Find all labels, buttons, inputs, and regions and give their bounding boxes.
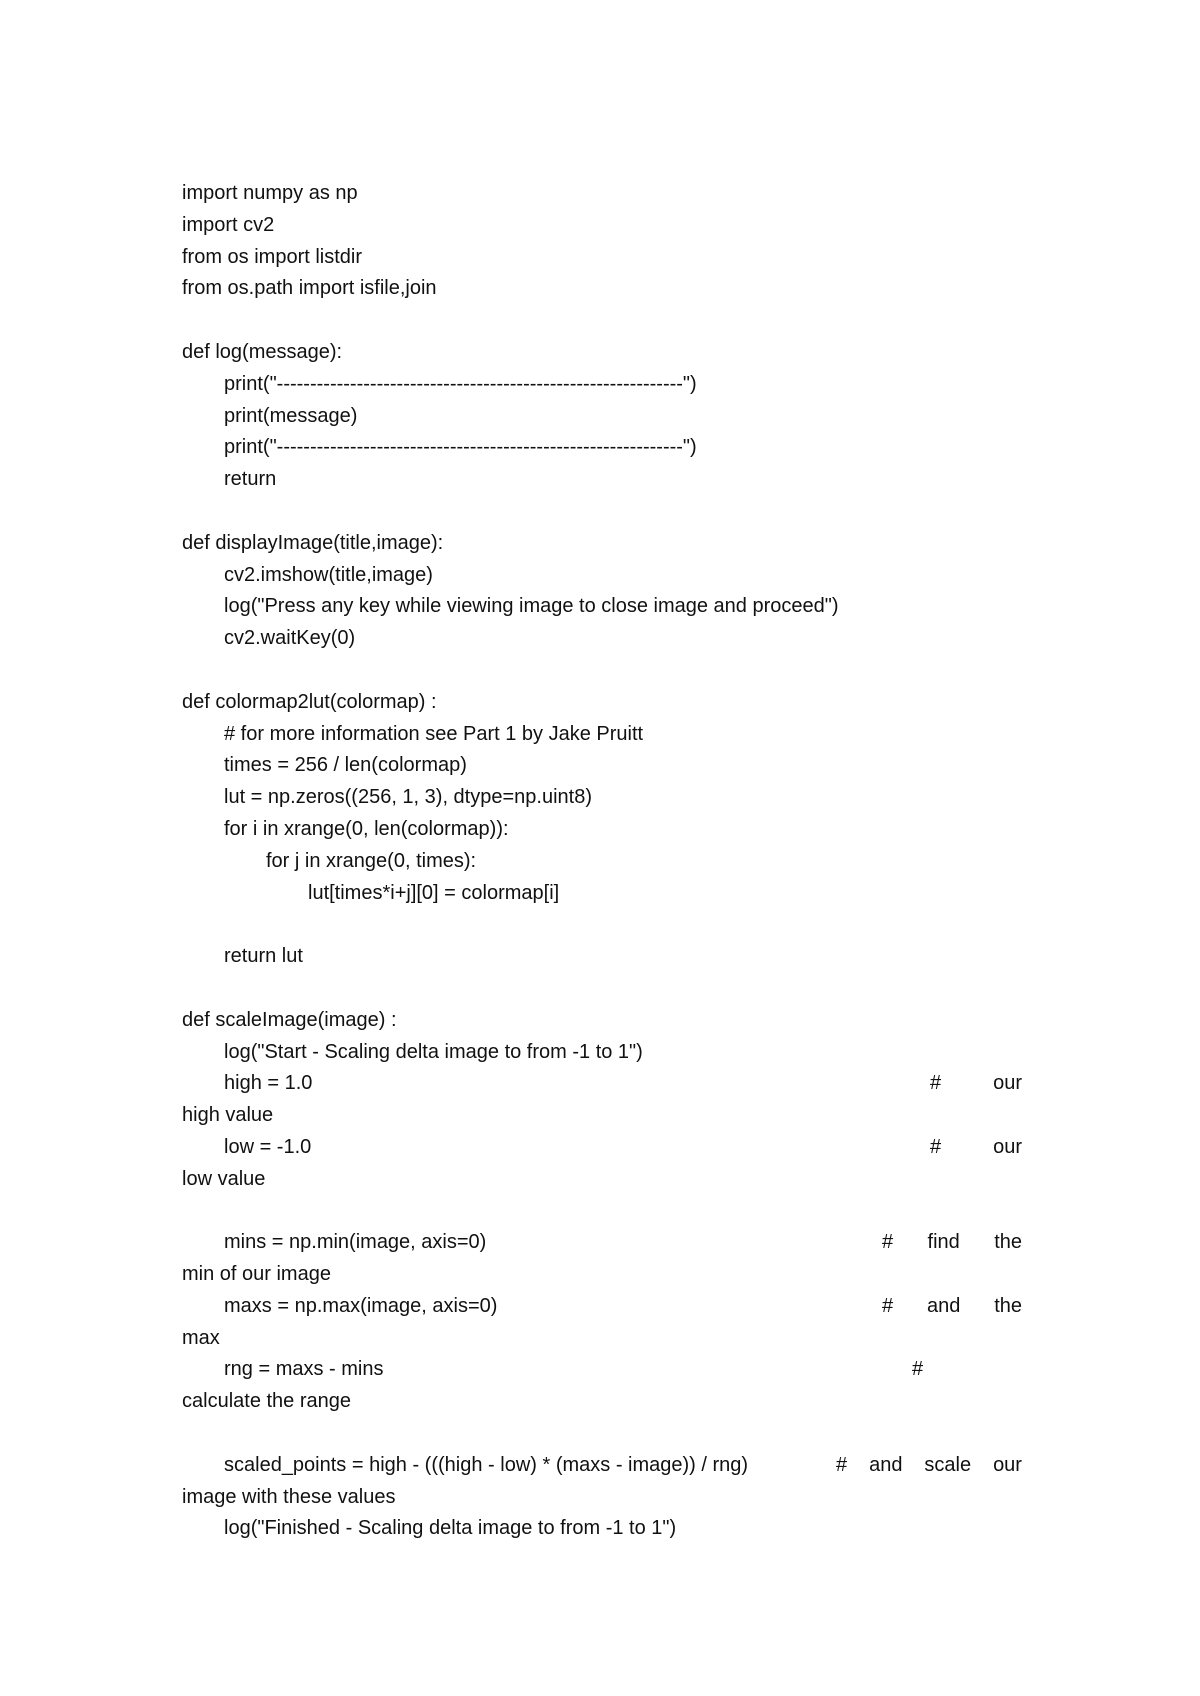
code-text: for i in xrange(0, len(colormap)): [224,817,509,840]
comment-word: # [882,1294,894,1317]
comment-word: and [926,1294,961,1317]
comment-word: our [993,1072,1022,1095]
code-line [182,305,1022,337]
code-line [182,878,1022,910]
code-text: scaled_points = high - (((high - low) * (maxs - image)) / rng) [224,1453,749,1476]
code-line [182,496,1022,528]
code-text: log("Finished - Scaling delta image to from -1 to 1") [224,1517,677,1540]
code-line [182,1164,1022,1196]
comment-word: # [882,1231,894,1254]
code-line [182,178,1022,210]
inline-comment [836,1450,1022,1482]
code-line [182,782,1022,814]
code-text: min of our image [182,1263,331,1286]
code-line [182,687,1022,719]
code-line [182,909,1022,941]
code-line [182,273,1022,305]
code-text: log("Press any key while viewing image to close image and proceed") [224,595,839,618]
code-text: from os import listdir [182,245,363,268]
code-line [182,337,1022,369]
spacer [383,1354,912,1386]
comment-word: and [869,1453,903,1476]
code-text: # for more information see Part 1 by Jake Pruitt [224,722,644,745]
code-line [182,1354,1022,1386]
code-line [182,560,1022,592]
code-text: high = 1.0 [224,1072,313,1095]
code-line [182,1450,1022,1482]
inline-comment [882,1291,1022,1323]
code-line [182,1482,1022,1514]
code-line [182,591,1022,623]
spacer [497,1291,882,1323]
code-text: from os.path import isfile,join [182,277,437,300]
code-line [182,1068,1022,1100]
code-line [182,210,1022,242]
code-text: lut[times*i+j][0] = colormap[i] [308,881,560,904]
code-line [182,1227,1022,1259]
code-line [182,401,1022,433]
code-text: import cv2 [182,213,275,236]
code-text: import numpy as np [182,182,358,204]
code-text: cv2.waitKey(0) [224,627,356,650]
code-line [182,1005,1022,1037]
comment-word: find [927,1231,960,1254]
code-line [182,1291,1022,1323]
spacer [748,1450,836,1482]
code-text: low = -1.0 [224,1135,312,1158]
code-line [182,1418,1022,1450]
comment-word: # [930,1135,942,1158]
code-line [182,242,1022,274]
code-text: return lut [224,945,303,968]
code-line [182,750,1022,782]
code-line [182,941,1022,973]
code-text: maxs = np.max(image, axis=0) [224,1294,498,1317]
spacer [486,1227,882,1259]
code-line [182,814,1022,846]
code-text: return [224,468,277,491]
code-line [182,1323,1022,1355]
code-line [182,1386,1022,1418]
code-line [182,1196,1022,1228]
inline-comment [930,1132,1022,1164]
code-line [182,1513,1022,1545]
code-text: def colormap2lut(colormap) : [182,690,437,713]
code-text: times = 256 / len(colormap) [224,754,467,777]
code-line [182,369,1022,401]
code-text: lut = np.zeros((256, 1, 3), dtype=np.uint8) [224,786,592,809]
comment-word: # [836,1453,848,1476]
code-text: rng = maxs - mins [224,1358,384,1381]
code-line [182,1037,1022,1069]
code-text: def log(message): [182,340,343,363]
comment-word: # [930,1072,942,1095]
code-line [182,846,1022,878]
code-line [182,1100,1022,1132]
comment-word: the [994,1294,1022,1317]
spacer [311,1132,930,1164]
comment-word: our [993,1135,1022,1158]
code-text: print("-------------------------------------------------------------") [224,372,697,395]
inline-comment [882,1227,1022,1259]
code-line [182,655,1022,687]
code-text: print("-------------------------------------------------------------") [224,436,697,459]
code-text: high value [182,1104,274,1127]
code-line [182,719,1022,751]
spacer [312,1068,930,1100]
code-text: log("Start - Scaling delta image to from -1 to 1") [224,1040,643,1063]
code-listing [182,178,1022,1545]
code-line [182,432,1022,464]
code-line [182,528,1022,560]
code-text: cv2.imshow(title,image) [224,563,433,586]
code-text: print(message) [224,404,358,427]
code-text: mins = np.min(image, axis=0) [224,1231,487,1254]
code-text: def scaleImage(image) : [182,1008,397,1031]
comment-word: # [912,1358,924,1381]
code-text: image with these values [182,1485,396,1508]
inline-comment [912,1354,948,1386]
code-text: calculate the range [182,1390,352,1413]
comment-word: our [993,1453,1022,1476]
code-text: def displayImage(title,image): [182,531,444,554]
code-line [182,1132,1022,1164]
code-text: for j in xrange(0, times): [266,849,477,872]
code-line [182,464,1022,496]
code-line [182,973,1022,1005]
code-line [182,623,1022,655]
code-line [182,1259,1022,1291]
inline-comment [930,1068,1022,1100]
comment-word: the [994,1231,1022,1254]
code-text: low value [182,1167,266,1190]
code-text: max [182,1326,220,1349]
comment-word: scale [924,1453,972,1476]
